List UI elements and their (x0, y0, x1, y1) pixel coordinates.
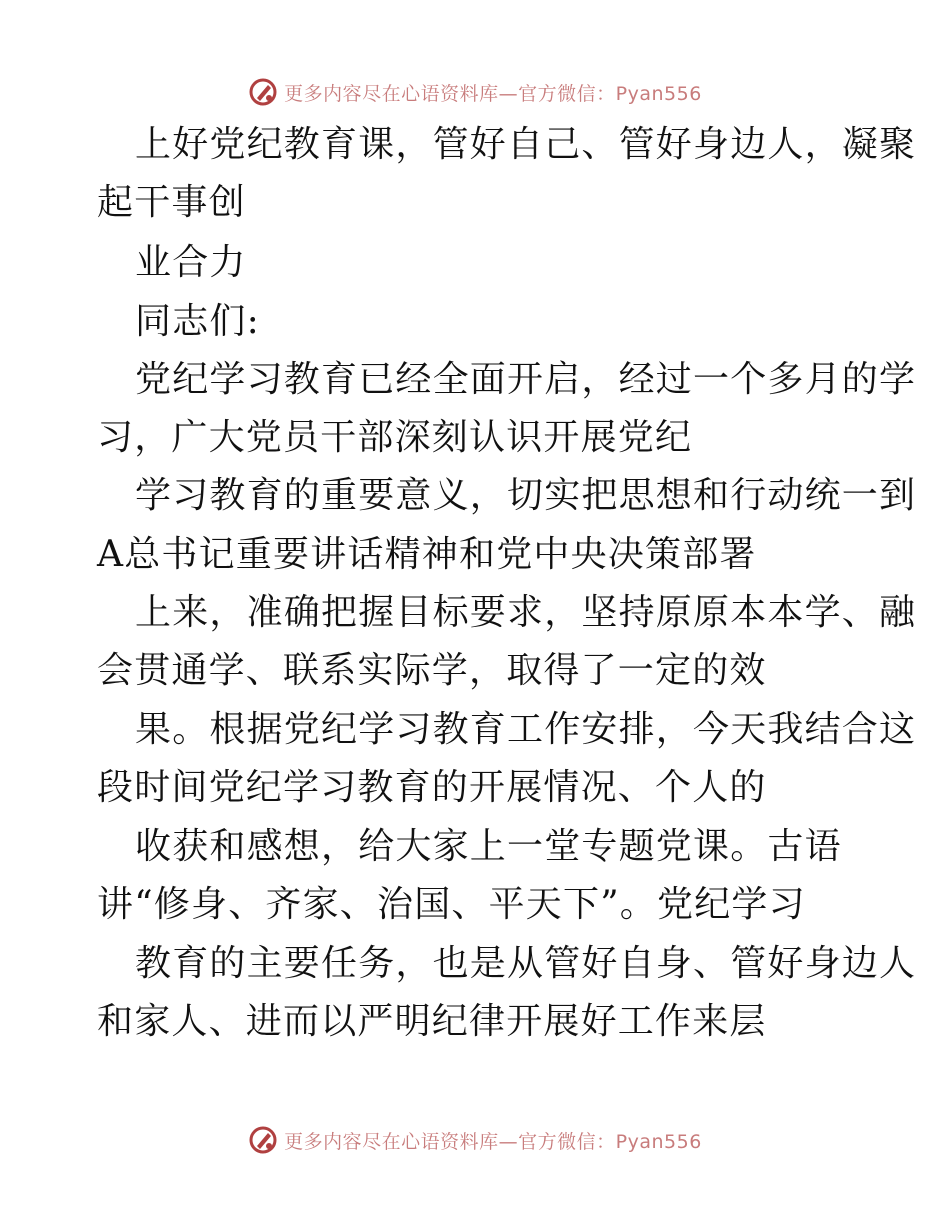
text-line: 起干事创 (97, 182, 246, 223)
text-line: 教育的主要任务，也是从管好自身、管好身边人 (135, 943, 917, 984)
text-line: 上好党纪教育课，管好自己、管好身边人，凝聚 (135, 124, 917, 165)
text-line: 和家人、进而以严明纪律开展好工作来层 (97, 1001, 767, 1042)
text-line: 收获和感想，给大家上一堂专题党课。古语 (135, 826, 842, 867)
text-line: 段时间党纪学习教育的开展情况、个人的 (97, 767, 767, 808)
text-line: 业合力 (135, 242, 247, 283)
text-line: 党纪学习教育已经全面开启，经过一个多月的学 (135, 359, 917, 400)
footer-watermark (0, 1120, 950, 1160)
text-line: A总书记重要讲话精神和党中央决策部署 (97, 534, 757, 575)
header-watermark (0, 72, 950, 112)
text-line: 会贯通学、联系实际学，取得了一定的效 (97, 650, 767, 691)
text-line: 讲“修身、齐家、治国、平天下”。党纪学习 (97, 884, 806, 925)
text-line: 习，广大党员干部深刻认识开展党纪 (97, 417, 693, 458)
pen-circle-icon (248, 77, 278, 107)
watermark-text: 更多内容尽在心语资料库—官方微信：Pyan556 (284, 1130, 702, 1153)
pen-circle-icon (248, 1125, 278, 1155)
text-line: 果。根据党纪学习教育工作安排，今天我结合这 (135, 709, 917, 750)
text-line: 学习教育的重要意义，切实把思想和行动统一到 (135, 475, 917, 516)
text-line: 上来，准确把握目标要求，坚持原原本本学、融 (135, 592, 917, 633)
text-line: 同志们: (135, 301, 260, 342)
watermark-text: 更多内容尽在心语资料库—官方微信：Pyan556 (284, 82, 702, 105)
